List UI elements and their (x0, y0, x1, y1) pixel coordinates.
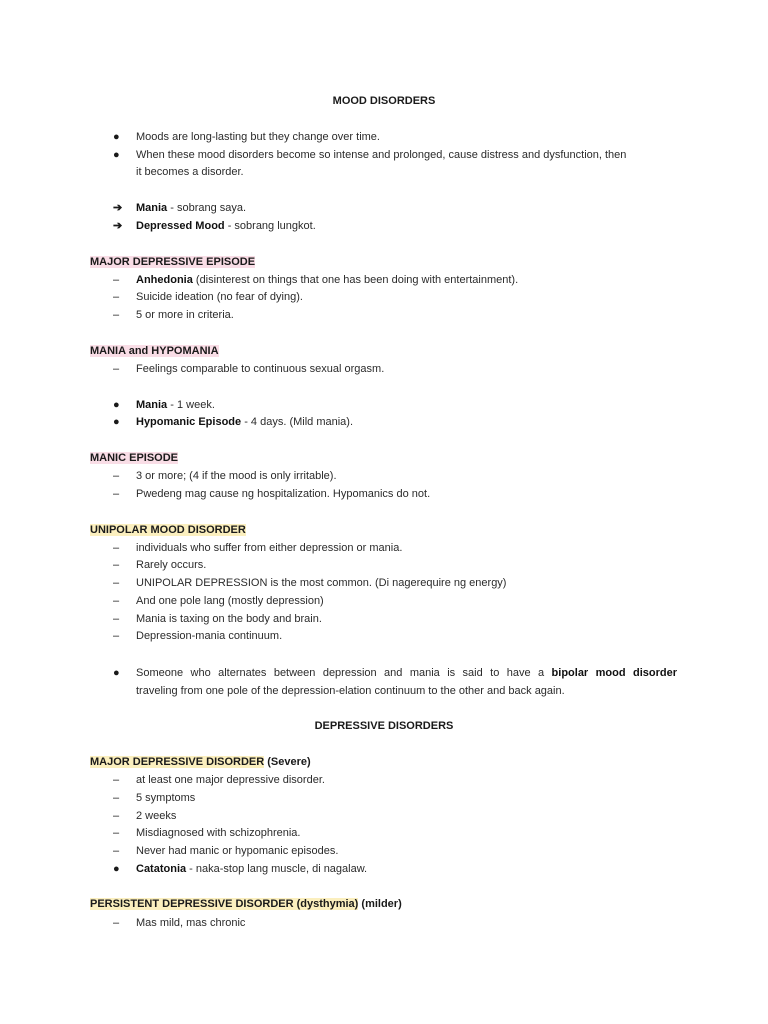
bullet-icon: ● (113, 416, 120, 428)
bullet-icon: ● (113, 131, 120, 143)
mde-item-criteria: 5 or more in criteria. (136, 309, 234, 321)
mdd-catatonia: Catatonia - naka-stop lang muscle, di nagalaw. (136, 863, 368, 875)
intro-bullet-2: When these mood disorders become so intense and prolonged, cause distress and dysfunction, then (136, 149, 627, 161)
section-heading-manic-episode: MANIC EPISODE (90, 452, 179, 464)
section-heading-pdd: PERSISTENT DEPRESSIVE DISORDER (dysthymia) (milder) (90, 898, 402, 910)
dash-icon: – (113, 309, 120, 321)
mdd-item: 2 weeks (136, 810, 177, 822)
intro-bullet-1: Moods are long-lasting but they change over time. (136, 131, 380, 143)
mdd-item: 5 symptoms (136, 792, 196, 804)
section-heading-mania-hypomania: MANIA and HYPOMANIA (90, 345, 219, 357)
document-title: MOOD DISORDERS (332, 95, 436, 107)
dash-icon: – (113, 810, 120, 822)
dash-icon: – (113, 613, 120, 625)
section-title-depressive-disorders: DEPRESSIVE DISORDERS (314, 720, 454, 732)
bipolar-line-2: traveling from one pole of the depression-elation continuum to the other and back again. (136, 685, 565, 697)
mde-item-anhedonia: Anhedonia (disinterest on things that one has been doing with entertainment). (136, 274, 519, 286)
mania-hypo-item: Feelings comparable to continuous sexual orgasm. (136, 363, 385, 375)
arrow-icon: ➔ (113, 202, 123, 214)
manic-item-1: 3 or more; (4 if the mood is only irritable). (136, 470, 337, 482)
mania-duration: Mania - 1 week. (136, 399, 215, 411)
bipolar-line-1: Someone who alternates between depression and mania is said to have a bipolar mood disorder (136, 667, 677, 679)
hypomanic-duration: Hypomanic Episode - 4 days. (Mild mania). (136, 416, 354, 428)
bullet-icon: ● (113, 399, 120, 411)
unipolar-item: Mania is taxing on the body and brain. (136, 613, 322, 625)
mdd-item: at least one major depressive disorder. (136, 774, 325, 786)
mdd-item: Never had manic or hypomanic episodes. (136, 845, 339, 857)
section-heading-mde: MAJOR DEPRESSIVE EPISODE (90, 256, 256, 268)
dash-icon: – (113, 542, 120, 554)
bullet-icon: ● (113, 667, 120, 679)
dash-icon: – (113, 363, 120, 375)
bullet-icon: ● (113, 149, 120, 161)
dash-icon: – (113, 774, 120, 786)
bullet-icon: ● (113, 863, 120, 875)
unipolar-item: individuals who suffer from either depression or mania. (136, 542, 403, 554)
section-heading-mdd: MAJOR DEPRESSIVE DISORDER (Severe) (90, 756, 311, 768)
unipolar-item: And one pole lang (mostly depression) (136, 595, 324, 607)
dash-icon: – (113, 470, 120, 482)
mde-item-suicide: Suicide ideation (no fear of dying). (136, 291, 303, 303)
pdd-item: Mas mild, mas chronic (136, 917, 246, 929)
intro-bullet-2-cont: it becomes a disorder. (136, 166, 244, 178)
dash-icon: – (113, 595, 120, 607)
dash-icon: – (113, 488, 120, 500)
dash-icon: – (113, 845, 120, 857)
dash-icon: – (113, 827, 120, 839)
unipolar-item: UNIPOLAR DEPRESSION is the most common. (Di nagerequire ng energy) (136, 577, 507, 589)
dash-icon: – (113, 577, 120, 589)
arrow-item-mania: Mania - sobrang saya. (136, 202, 247, 214)
arrow-item-depressed-mood: Depressed Mood - sobrang lungkot. (136, 220, 316, 232)
section-heading-unipolar: UNIPOLAR MOOD DISORDER (90, 524, 246, 536)
dash-icon: – (113, 559, 120, 571)
manic-item-2: Pwedeng mag cause ng hospitalization. Hypomanics do not. (136, 488, 431, 500)
dash-icon: – (113, 630, 120, 642)
dash-icon: – (113, 274, 120, 286)
unipolar-item: Depression-mania continuum. (136, 630, 283, 642)
unipolar-item: Rarely occurs. (136, 559, 207, 571)
dash-icon: – (113, 291, 120, 303)
arrow-icon: ➔ (113, 220, 123, 232)
mdd-item: Misdiagnosed with schizophrenia. (136, 827, 301, 839)
dash-icon: – (113, 917, 120, 929)
dash-icon: – (113, 792, 120, 804)
